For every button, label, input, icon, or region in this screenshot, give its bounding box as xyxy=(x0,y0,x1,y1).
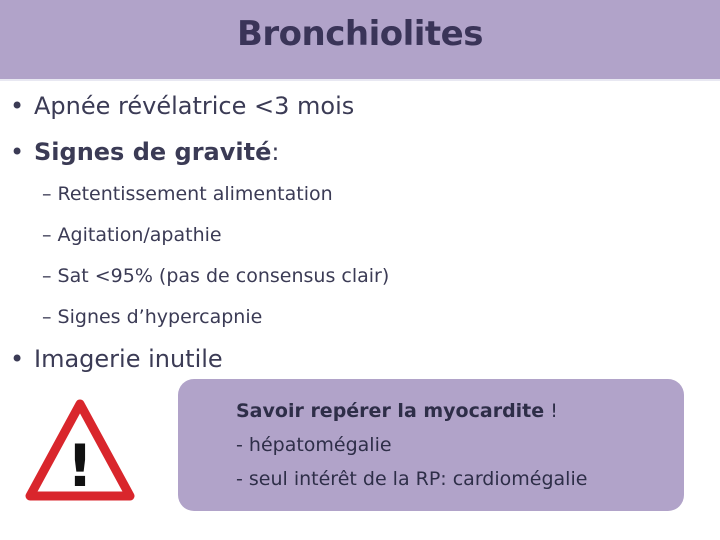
warning-triangle-icon xyxy=(24,398,136,504)
bullet-text-bold: Signes de gravité xyxy=(34,138,272,166)
sub-bullet-hypercapnia xyxy=(42,306,262,328)
callout-bold-text: Savoir repérer la myocardite xyxy=(236,400,545,422)
slide-title: Bronchiolites xyxy=(237,14,483,54)
sub-bullet-agitation xyxy=(42,224,222,246)
sub-bullet-text: Retentissement alimentation xyxy=(57,183,333,205)
sub-bullet-marker: – xyxy=(42,265,52,287)
sub-bullet-marker: – xyxy=(42,183,52,205)
bullet-text: Apnée révélatrice <3 mois xyxy=(34,92,355,120)
bullet-imaging xyxy=(10,345,223,373)
bullet-marker: • xyxy=(10,345,25,373)
callout-suffix: ! xyxy=(544,400,558,422)
sub-bullet-saturation xyxy=(42,265,389,287)
bullet-apnea xyxy=(10,92,354,120)
bullet-severity-signs xyxy=(10,138,279,166)
sub-bullet-text: Agitation/apathie xyxy=(57,224,222,246)
sub-bullet-text: Signes d’hypercapnie xyxy=(57,306,263,328)
bullet-text-suffix: : xyxy=(271,138,280,166)
sub-bullet-text: Sat <95% (pas de consensus clair) xyxy=(57,265,390,287)
callout-line-1 xyxy=(236,400,558,422)
sub-bullet-marker: – xyxy=(42,306,52,328)
sub-bullet-feeding xyxy=(42,183,333,205)
bullet-marker: • xyxy=(10,138,25,166)
callout-line-3: - seul intérêt de la RP: cardiomégalie xyxy=(236,468,588,490)
sub-bullet-marker: – xyxy=(42,224,52,246)
exclamation-mark: ! xyxy=(66,432,94,500)
title-bar xyxy=(0,0,720,81)
callout-line-2: - hépatomégalie xyxy=(236,434,392,456)
bullet-marker: • xyxy=(10,92,25,120)
bullet-text: Imagerie inutile xyxy=(34,345,223,373)
